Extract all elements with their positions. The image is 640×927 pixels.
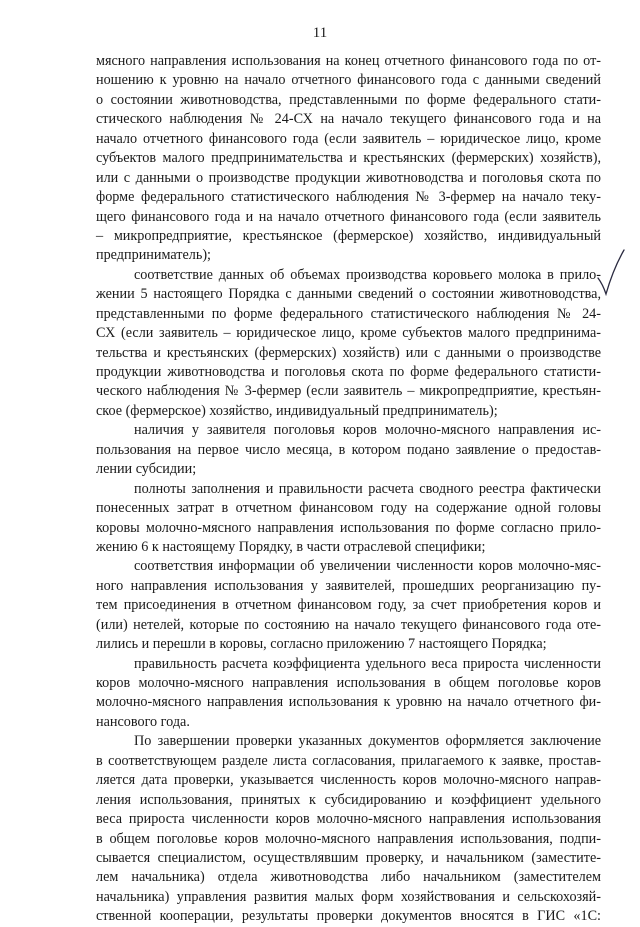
text-line: продукции животноводства и поголовья скота по форме федерального статисти- (96, 364, 601, 380)
text-line: жении 5 настоящего Порядка с данными сведений о состоянии животноводства, (96, 286, 601, 303)
text-line: ственной кооперации, результаты проверки документов вносятся в ГИС «1С: (96, 908, 601, 925)
text-line: начальника) управления развития малых форм хозяйствования и сельскохозяй- (96, 888, 601, 905)
text-line: ляется дата проверки, указывается численность коров молочно-мясного направ- (96, 772, 601, 789)
text-line: начало отчетного финансового года (если заявитель – юридическое лицо, кроме (96, 130, 601, 147)
text-line: полноты заполнения и правильности расчета сводного реестра фактически (134, 480, 601, 497)
text-line: представленными по форме федерального статистического наблюдения № 24- (96, 305, 601, 322)
text-line: лем начальника) отдела животноводства либо начальником (заместителем (96, 869, 601, 886)
text-line: мясного направления использования на конец отчетного финансового года по от- (96, 53, 601, 69)
text-line: жению 6 к настоящему Порядку, в части отраслевой специфики; (96, 538, 486, 555)
text-line: ское (фермерское) хозяйство, индивидуальный предприниматель); (96, 402, 498, 419)
text-line: веса прироста численности коров молочно-мясного направления использования (96, 811, 601, 828)
text-line: соответствия информации об увеличении численности коров молочно-мяс- (134, 558, 601, 575)
text-line: понесенных затрат в отчетном финансовом году на содержание одной головы (96, 500, 601, 517)
text-line: По завершении проверки указанных документов оформляется заключение (134, 733, 601, 750)
text-line: коров молочно-мясного направления использования в общем поголовье коров (96, 675, 601, 691)
text-line: в общем поголовье коров молочно-мясного направления использования, подпи- (96, 830, 601, 847)
text-line: стического наблюдения № 24-СХ на начало текущего финансового года и на (96, 111, 601, 128)
page-number: 11 (312, 25, 328, 41)
text-line: ного направления использования у заявителей, прошедших реорганизацию пу- (96, 577, 601, 594)
text-line: лении субсидии; (96, 461, 197, 478)
text-line: предприниматель); (96, 247, 212, 264)
text-line: лились и перешли в коровы, согласно приложению 7 настоящего Порядка; (96, 636, 547, 653)
document-body-text (96, 52, 601, 927)
text-line: ления использования, принятых к субсидированию и коэффициент удельного (96, 791, 601, 808)
text-line: или с данными о производстве продукции животноводства и поголовья скота по (96, 169, 601, 186)
text-line: (или) нетелей, которые по состоянию на начало текущего финансового года оте- (96, 616, 601, 633)
text-line: правильность расчета коэффициента удельного веса прироста численности (134, 655, 601, 672)
text-line: ношению к уровню на начало отчетного финансового года с данными сведений (96, 72, 601, 89)
text-line: коровы молочно-мясного направления использования по форме согласно прило- (96, 519, 601, 536)
text-line: щего финансового года и на начало отчетного финансового года (если заявитель (96, 208, 601, 225)
text-line: пользования на первое число месяца, в котором подано заявление о предостав- (96, 441, 601, 458)
text-line: молочно-мясного направления использования к уровню на начало отчетного фи- (96, 694, 601, 711)
text-line: соответствие данных об объемах производства коровьего молока в прило- (134, 266, 601, 283)
text-line: субъектов малого предпринимательства и крестьянских (фермерских) хозяйств), (96, 150, 601, 167)
text-line: СХ (если заявитель – юридическое лицо, кроме субъектов малого предпринима- (96, 325, 601, 342)
text-line: сывается специалистом, осуществлявшим проверку, и начальником (заместите- (96, 849, 601, 866)
text-line: наличия у заявителя поголовья коров молочно-мясного направления ис- (134, 422, 601, 439)
text-line: форме федерального статистического наблюдения № 3-фермер на начало теку- (96, 189, 601, 206)
handwritten-checkmark-icon (596, 248, 626, 296)
text-line: – микропредприятие, крестьянское (фермерское) хозяйство, индивидуальный (96, 227, 601, 244)
text-line: о состоянии животноводства, представленными по форме федерального стати- (96, 91, 601, 108)
text-line: в соответствующем разделе листа согласования, прилагаемого к заявке, простав- (96, 752, 601, 769)
text-line: нансового года. (96, 713, 190, 730)
text-line: тем присоединения в отчетном финансовом году, за счет приобретения коров и (96, 597, 601, 614)
text-line: ческого наблюдения № 3-фермер (если заявитель – микропредприятие, крестьян- (96, 383, 601, 400)
text-line: тельства и крестьянских (фермерских) хозяйств) или с данными о производстве (96, 344, 601, 361)
